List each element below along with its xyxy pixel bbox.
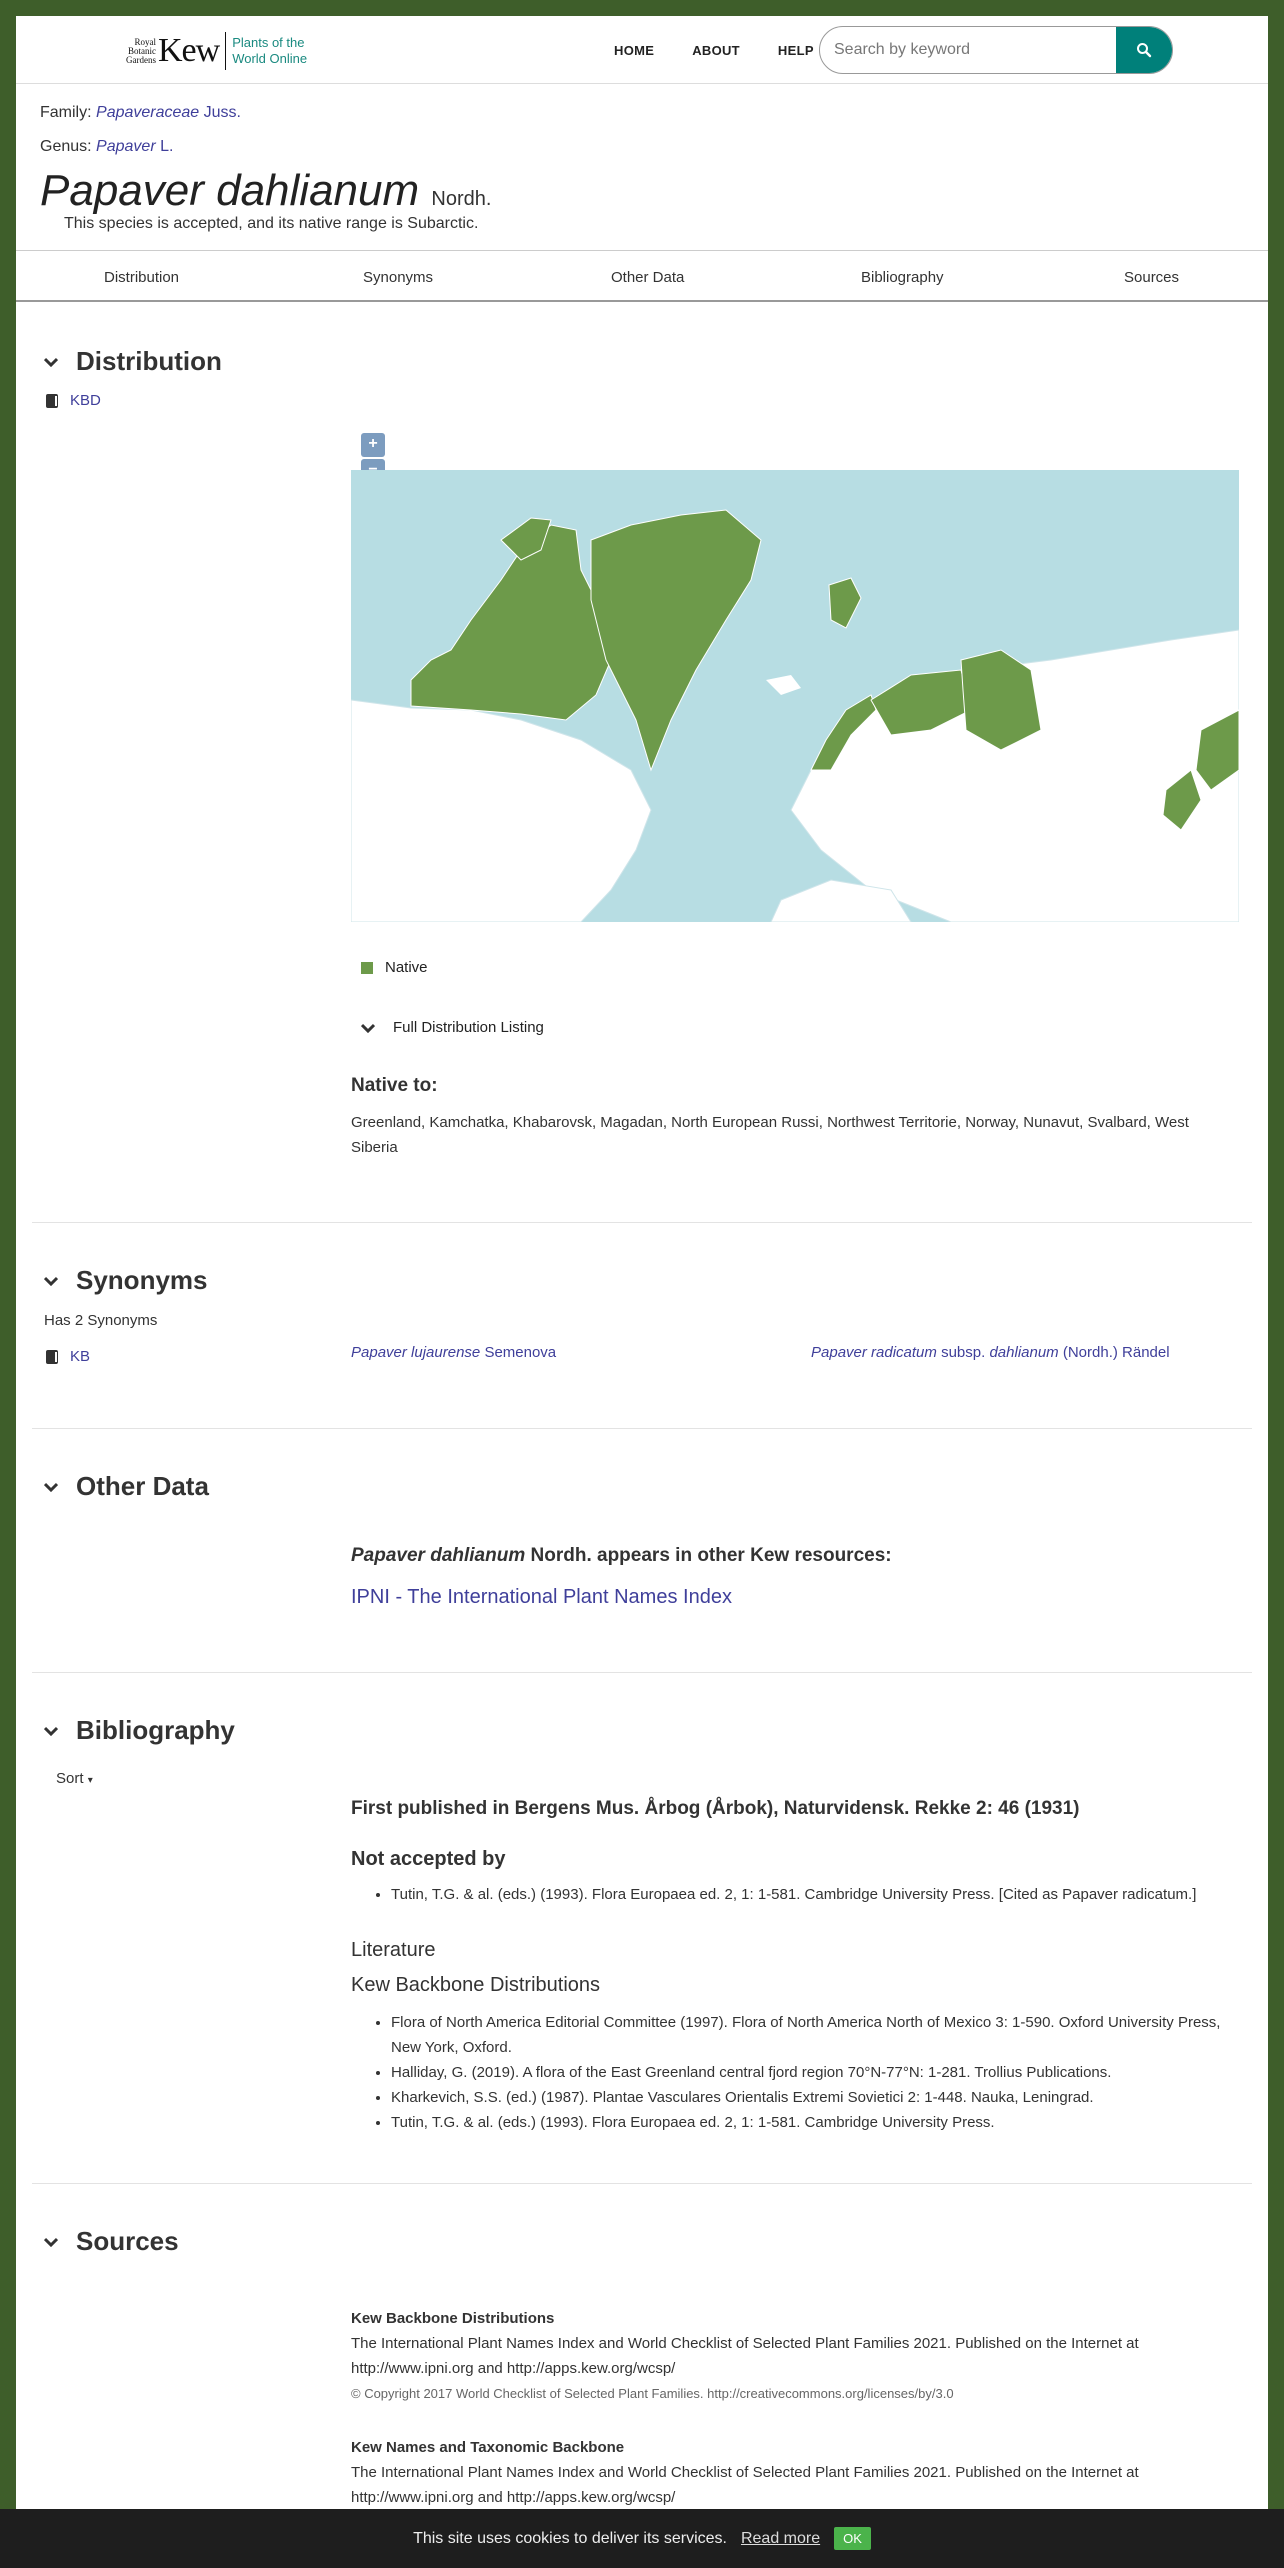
synonym-item[interactable] xyxy=(351,1344,556,1361)
synonyms-count: Has 2 Synonyms xyxy=(44,1312,158,1329)
synonym-item[interactable] xyxy=(811,1344,1170,1361)
species-status: This species is accepted, and its native range is Subarctic. xyxy=(64,215,479,232)
logo-kew-word: Kew xyxy=(158,32,220,69)
synonym-epithet: dahlianum xyxy=(989,1344,1059,1361)
tab-distribution[interactable]: Distribution xyxy=(104,269,180,286)
source-copyright: © Copyright 2017 World Checklist of Selected Plant Families. http://creativecommons.org/licenses/by/3.0 xyxy=(351,2386,954,2401)
synonym-name: Papaver lujaurense xyxy=(351,1344,481,1361)
synonyms-title: Synonyms xyxy=(76,1265,208,1295)
map-legend xyxy=(361,959,428,976)
logo-rbg-text xyxy=(114,38,156,65)
species-name: Papaver dahlianum xyxy=(40,166,420,215)
search-icon xyxy=(1136,42,1152,58)
section-divider xyxy=(32,2183,1252,2184)
genus-author[interactable]: L. xyxy=(160,138,174,155)
nav-home[interactable]: HOME xyxy=(614,43,655,58)
distribution-heading[interactable] xyxy=(44,346,222,377)
kbd-heading: Kew Backbone Distributions xyxy=(351,1974,601,1996)
family-line xyxy=(40,104,241,122)
family-link[interactable]: Papaveraceae xyxy=(96,104,200,121)
species-author: Nordh. xyxy=(431,188,492,210)
ipni-link[interactable]: IPNI - The International Plant Names Index xyxy=(351,1586,732,1608)
site-header xyxy=(16,16,1268,84)
section-tabs xyxy=(16,250,1268,302)
book-icon xyxy=(46,394,58,408)
distribution-title: Distribution xyxy=(76,346,222,376)
native-to-list: Greenland, Kamchatka, Khabarovsk, Magadan, North European Russi, Northwest Territorie, Norway, Nunavut, Svalbard, West Siberia xyxy=(351,1114,1189,1156)
chevron-down-icon xyxy=(44,1726,58,1736)
bibliography-item: • Kharkevich, S.S. (ed.) (1987). Plantae Vasculares Orientalis Extremi Sovietici 2: 1-448. Nauka, Leningrad. xyxy=(391,2085,1251,2110)
kbd-link[interactable]: KBD xyxy=(70,392,101,409)
search-input[interactable] xyxy=(820,27,1116,73)
synonyms-heading[interactable] xyxy=(44,1265,208,1296)
family-label: Family: xyxy=(40,104,92,121)
bibliography-title: Bibliography xyxy=(76,1715,235,1745)
nav-help[interactable]: HELP xyxy=(777,43,814,58)
map-svg xyxy=(351,470,1239,922)
first-published: First published in Bergens Mus. Årbog (Årbok), Naturvidensk. Rekke 2: 46 (1931) xyxy=(351,1798,1080,1819)
page xyxy=(16,16,1268,2568)
map-region-greenland xyxy=(591,510,761,770)
map-zoom-in-button[interactable]: + xyxy=(361,433,385,457)
literature-list xyxy=(391,2010,1251,2135)
bibliography-item: • Flora of North America Editorial Committee (1997). Flora of North America North of Mexico 3: 1-590. Oxford University Press, New York, Oxford. xyxy=(391,2010,1251,2060)
synonym-name: Papaver radicatum xyxy=(811,1344,937,1361)
genus-line xyxy=(40,138,173,156)
synonym-rank: subsp. xyxy=(941,1344,986,1361)
tab-bibliography[interactable]: Bibliography xyxy=(861,269,944,286)
other-resources-species: Papaver dahlianum xyxy=(351,1545,526,1566)
tab-synonyms[interactable]: Synonyms xyxy=(363,269,434,286)
bibliography-heading[interactable] xyxy=(44,1715,235,1746)
chevron-down-icon xyxy=(44,357,58,367)
logo-divider xyxy=(225,32,226,70)
book-icon xyxy=(46,1350,58,1364)
search-box xyxy=(819,26,1173,74)
cookie-banner xyxy=(0,2509,1284,2568)
source-name: Kew Backbone Distributions xyxy=(351,2310,555,2327)
other-resources-text: Nordh. appears in other Kew resources: xyxy=(530,1545,892,1566)
source-text: The International Plant Names Index and World Checklist of Selected Plant Families 2021. Published on the Internet at http://www.ipni.org and http://apps.kew.org/wcsp/ xyxy=(351,2335,1139,2377)
legend-native-label: Native xyxy=(385,959,428,976)
source-text: The International Plant Names Index and World Checklist of Selected Plant Families 2021. Published on the Internet at http://www.ipni.org and http://apps.kew.org/wcsp/ xyxy=(351,2464,1139,2506)
chevron-down-icon xyxy=(44,1276,58,1286)
logo-line-1: Royal xyxy=(134,36,156,47)
sort-dropdown[interactable] xyxy=(56,1770,93,1787)
logo-line-2: Botanic xyxy=(128,45,156,56)
kb-link[interactable]: KB xyxy=(70,1348,91,1365)
cookie-ok-button[interactable]: OK xyxy=(834,2527,871,2550)
sources-heading[interactable] xyxy=(44,2226,179,2257)
bibliography-item: • Tutin, T.G. & al. (eds.) (1993). Flora Europaea ed. 2, 1: 1-581. Cambridge University Press. [Cited as Papaver radicatum.] xyxy=(391,1882,1251,1907)
source-item xyxy=(351,2306,1231,2406)
tab-sources[interactable]: Sources xyxy=(1124,269,1180,286)
nav-about[interactable]: ABOUT xyxy=(692,43,740,58)
synonym-author: (Nordh.) Rändel xyxy=(1062,1344,1170,1361)
sort-label: Sort xyxy=(56,1770,84,1787)
map-region-canada-native xyxy=(411,525,611,720)
logo-pow-line-1: Plants of the xyxy=(232,35,305,50)
map-land-north-america xyxy=(351,700,651,922)
not-accepted-list xyxy=(391,1882,1251,1907)
search-button[interactable] xyxy=(1116,27,1172,73)
bibliography-item: • Halliday, G. (2019). A flora of the East Greenland central fjord region 70°N-77°N: 1-281. Trollius Publications. xyxy=(391,2060,1251,2085)
genus-label: Genus: xyxy=(40,138,92,155)
bibliography-item: • Tutin, T.G. & al. (eds.) (1993). Flora Europaea ed. 2, 1: 1-581. Cambridge University Press. xyxy=(391,2110,1251,2135)
chevron-down-icon xyxy=(361,1023,375,1033)
section-divider xyxy=(32,1672,1252,1673)
genus-link[interactable]: Papaver xyxy=(96,138,156,155)
other-resources-heading xyxy=(351,1545,892,1567)
map-land-iceland xyxy=(766,675,801,695)
source-name: Kew Names and Taxonomic Backbone xyxy=(351,2439,625,2456)
main-nav xyxy=(614,43,852,58)
tab-other-data[interactable]: Other Data xyxy=(611,269,685,286)
chevron-down-icon xyxy=(44,1482,58,1492)
source-item xyxy=(351,2435,1231,2510)
other-data-heading[interactable] xyxy=(44,1471,209,1502)
synonyms-source xyxy=(46,1348,90,1366)
sources-title: Sources xyxy=(76,2226,179,2256)
caret-down-icon: ▾ xyxy=(87,1775,93,1786)
not-accepted-heading: Not accepted by xyxy=(351,1848,506,1870)
cookie-read-more-link[interactable]: Read more xyxy=(740,2529,821,2547)
native-to-heading: Native to: xyxy=(351,1075,438,1096)
chevron-down-icon xyxy=(44,2237,58,2247)
distribution-source xyxy=(46,392,101,410)
logo-pow-text xyxy=(232,35,307,67)
legend-native-swatch xyxy=(361,962,373,974)
logo-pow-line-2: World Online xyxy=(232,51,308,66)
synonym-author: Semenova xyxy=(484,1344,557,1361)
distribution-map[interactable] xyxy=(351,470,1239,922)
other-data-title: Other Data xyxy=(76,1471,209,1501)
kew-logo[interactable] xyxy=(114,32,307,70)
family-author[interactable]: Juss. xyxy=(203,104,241,121)
literature-heading: Literature xyxy=(351,1939,436,1961)
cookie-text: This site uses cookies to deliver its services. xyxy=(413,2529,727,2547)
section-divider xyxy=(32,1428,1252,1429)
logo-line-3: Gardens xyxy=(126,54,156,65)
section-divider xyxy=(32,1222,1252,1223)
full-distribution-label: Full Distribution Listing xyxy=(393,1019,544,1036)
map-region-svalbard xyxy=(829,578,861,628)
full-distribution-toggle[interactable] xyxy=(361,1019,544,1036)
